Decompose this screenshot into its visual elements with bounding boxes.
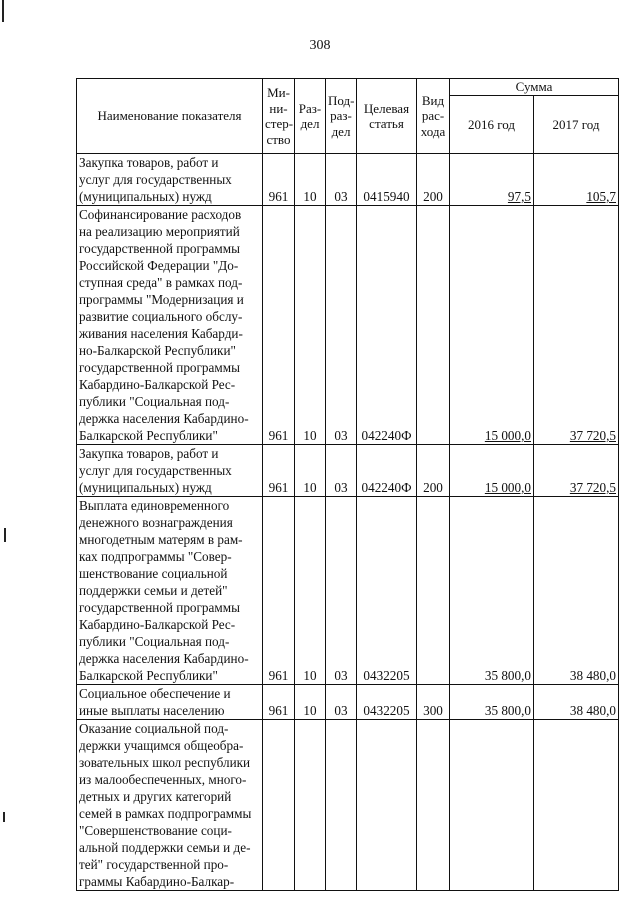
row-section: 10 <box>295 445 326 497</box>
row-name-line: ках подпрограммы "Совер- <box>79 549 232 564</box>
row-expense-type: 300 <box>417 685 450 720</box>
budget-table <box>76 78 619 891</box>
row-ministry: 961 <box>263 685 295 720</box>
row-name <box>77 445 263 497</box>
table-row <box>77 685 619 720</box>
row-name-line: Софинансирование расходов <box>79 207 242 222</box>
row-amount-2017: 38 480,0 <box>534 497 619 685</box>
row-name-line: Балкарской Республики" <box>79 428 218 443</box>
row-amount-2016: 15 000,0 <box>450 206 534 445</box>
header-ministry-line: ни- <box>269 100 288 116</box>
row-name <box>77 206 263 445</box>
row-name-line: государственной программы <box>79 241 240 256</box>
row-section: 10 <box>295 154 326 206</box>
row-name-line: поддержки семьи и детей" <box>79 583 228 598</box>
row-target: 042240Ф <box>357 206 417 445</box>
row-name-line: Кабардино-Балкарской Рес- <box>79 377 236 392</box>
row-section: 10 <box>295 206 326 445</box>
header-year-2017: 2017 год <box>534 96 619 154</box>
row-amount-2017: 38 480,0 <box>534 685 619 720</box>
row-name-line: детных и других категорий <box>79 789 232 804</box>
row-subsection: 03 <box>326 445 357 497</box>
row-subsection <box>326 720 357 891</box>
row-name-line: ступная среда" в рамках под- <box>79 275 243 290</box>
row-name-line: из малообеспеченных, много- <box>79 772 247 787</box>
row-name-line: Балкарской Республики" <box>79 668 218 683</box>
row-name-line: но-Балкарской Республики" <box>79 343 236 358</box>
row-name-line: тей" государственной про- <box>79 857 229 872</box>
row-name-line: (муниципальных) нужд <box>79 480 212 495</box>
row-name-line: семей в рамках подпрограммы <box>79 806 252 821</box>
row-amount-2017 <box>534 720 619 891</box>
row-subsection: 03 <box>326 497 357 685</box>
row-name-line: держка населения Кабардино- <box>79 411 249 426</box>
row-section: 10 <box>295 685 326 720</box>
row-name-line: услуг для государственных <box>79 172 232 187</box>
row-name-line: развитие социального обслу- <box>79 309 243 324</box>
row-amount-2016: 15 000,0 <box>450 445 534 497</box>
header-expense-type <box>417 79 450 154</box>
row-expense-type: 200 <box>417 445 450 497</box>
row-expense-type <box>417 720 450 891</box>
row-name <box>77 685 263 720</box>
row-ministry: 961 <box>263 206 295 445</box>
row-name-line: Выплата единовременного <box>79 498 230 513</box>
table-row <box>77 720 619 891</box>
header-expense-type-line: хода <box>420 123 446 139</box>
row-amount-2017: 37 720,5 <box>534 445 619 497</box>
header-ministry <box>263 79 295 154</box>
row-target: 0432205 <box>357 685 417 720</box>
header-subsection-line: Под- <box>328 92 355 108</box>
row-name <box>77 497 263 685</box>
header-expense-type-line: Вид <box>421 92 445 108</box>
row-amount-2017: 105,7 <box>534 154 619 206</box>
row-amount-2016: 97,5 <box>450 154 534 206</box>
row-ministry: 961 <box>263 497 295 685</box>
header-sum: Сумма <box>450 79 619 96</box>
row-target <box>357 720 417 891</box>
header-row-1 <box>77 79 619 96</box>
header-subsection-line: раз- <box>330 108 352 124</box>
row-name-line: многодетным матерям в рам- <box>79 532 243 547</box>
header-subsection <box>326 79 357 154</box>
header-target-line: статья <box>369 116 404 131</box>
row-name-line: государственной программы <box>79 360 240 375</box>
row-name-line: держка населения Кабардино- <box>79 651 249 666</box>
row-name-line: публики "Социальная под- <box>79 394 230 409</box>
table-row <box>77 445 619 497</box>
table-row <box>77 206 619 445</box>
row-name-line: Российской Федерации "До- <box>79 258 239 273</box>
header-section-line: дел <box>300 116 320 131</box>
row-name-line: услуг для государственных <box>79 463 232 478</box>
row-name-line: граммы Кабардино-Балкар- <box>79 874 235 889</box>
row-name-line: на реализацию мероприятий <box>79 224 240 239</box>
row-target: 042240Ф <box>357 445 417 497</box>
row-amount-2016 <box>450 720 534 891</box>
row-subsection: 03 <box>326 685 357 720</box>
row-subsection: 03 <box>326 206 357 445</box>
row-name-line: шенствование социальной <box>79 566 228 581</box>
row-subsection: 03 <box>326 154 357 206</box>
row-name-line: альной поддержки семьи и де- <box>79 840 251 855</box>
row-amount-2017: 37 720,5 <box>534 206 619 445</box>
header-ministry-line: ство <box>266 131 291 147</box>
row-name-line: держки учащимся общеобра- <box>79 738 244 753</box>
row-name-line: денежного вознаграждения <box>79 515 233 530</box>
row-ministry <box>263 720 295 891</box>
header-section <box>295 79 326 154</box>
table-row <box>77 497 619 685</box>
header-expense-type-line: рас- <box>421 108 445 124</box>
row-name-line: (муниципальных) нужд <box>79 189 212 204</box>
row-name-line: Закупка товаров, работ и <box>79 446 219 461</box>
row-name-line: Оказание социальной под- <box>79 721 229 736</box>
row-target: 0415940 <box>357 154 417 206</box>
page-number: 308 <box>309 38 331 53</box>
row-name-line: государственной программы <box>79 600 240 615</box>
row-amount-2016: 35 800,0 <box>450 685 534 720</box>
row-name <box>77 154 263 206</box>
header-subsection-line: дел <box>331 123 351 139</box>
scan-edge-mark-lower <box>3 812 5 822</box>
header-target-line: Целевая <box>363 100 410 116</box>
scan-edge-mark-middle <box>4 528 6 542</box>
row-name <box>77 720 263 891</box>
row-expense-type <box>417 206 450 445</box>
row-name-line: зовательных школ республики <box>79 755 251 770</box>
header-target <box>357 79 417 154</box>
scan-edge-mark-top <box>2 0 4 22</box>
row-name-line: Социальное обеспечение и <box>79 686 231 701</box>
row-target: 0432205 <box>357 497 417 685</box>
row-section <box>295 720 326 891</box>
header-section-line: Раз- <box>298 100 322 116</box>
header-ministry-line: Ми- <box>267 85 290 100</box>
header-year-2016: 2016 год <box>450 96 534 154</box>
row-name-line: Кабардино-Балкарской Рес- <box>79 617 236 632</box>
row-name-line: живания населения Кабарди- <box>79 326 243 341</box>
row-section: 10 <box>295 497 326 685</box>
header-ministry-line: стер- <box>265 116 294 131</box>
row-name-line: иные выплаты населению <box>79 703 225 718</box>
row-amount-2016: 35 800,0 <box>450 497 534 685</box>
header-name: Наименование показателя <box>77 79 263 154</box>
row-name-line: публики "Социальная под- <box>79 634 230 649</box>
row-name-line: Закупка товаров, работ и <box>79 155 219 170</box>
row-name-line: программы "Модернизация и <box>79 292 244 307</box>
row-name-line: "Совершенствование соци- <box>79 823 232 838</box>
row-expense-type: 200 <box>417 154 450 206</box>
row-ministry: 961 <box>263 445 295 497</box>
row-expense-type <box>417 497 450 685</box>
table-row <box>77 154 619 206</box>
row-ministry: 961 <box>263 154 295 206</box>
